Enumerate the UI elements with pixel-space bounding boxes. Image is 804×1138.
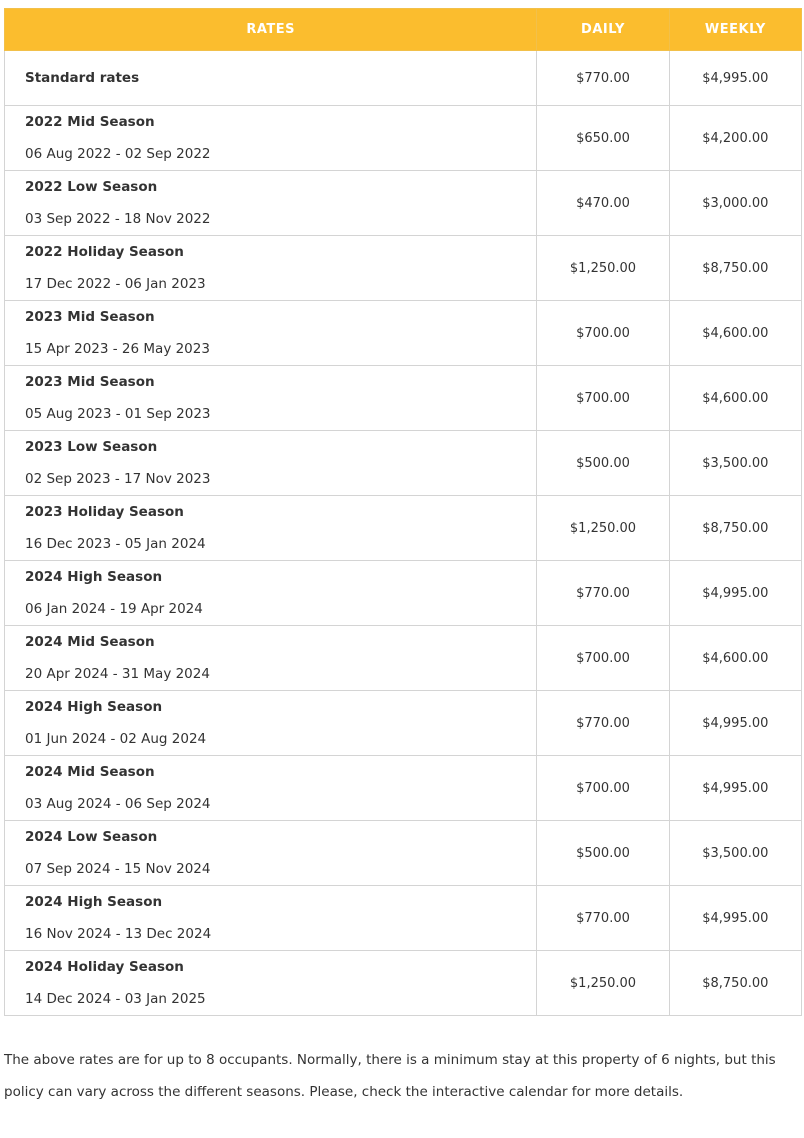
season-weekly-price: $8,750.00	[669, 496, 801, 561]
season-dates: 01 Jun 2024 - 02 Aug 2024	[25, 731, 207, 747]
season-daily-price: $500.00	[537, 431, 669, 496]
season-name-cell	[5, 236, 537, 301]
season-title: 2024 High Season	[25, 569, 163, 585]
season-dates: 14 Dec 2024 - 03 Jan 2025	[25, 991, 206, 1007]
table-row	[5, 236, 802, 301]
season-weekly-price: $8,750.00	[669, 236, 801, 301]
season-weekly-price: $4,200.00	[669, 106, 801, 171]
table-row	[5, 496, 802, 561]
season-dates: 06 Aug 2022 - 02 Sep 2022	[25, 146, 211, 162]
season-weekly-price: $4,600.00	[669, 301, 801, 366]
season-dates: 05 Aug 2023 - 01 Sep 2023	[25, 406, 211, 422]
season-dates: 02 Sep 2023 - 17 Nov 2023	[25, 471, 211, 487]
standard-weekly-price: $4,995.00	[669, 51, 801, 106]
header-row	[5, 9, 802, 51]
season-title: 2022 Mid Season	[25, 114, 155, 130]
season-title: 2024 Low Season	[25, 829, 158, 845]
season-name-cell	[5, 106, 537, 171]
table-row	[5, 886, 802, 951]
season-weekly-price: $4,600.00	[669, 366, 801, 431]
season-daily-price: $700.00	[537, 366, 669, 431]
table-row	[5, 821, 802, 886]
season-dates: 17 Dec 2022 - 06 Jan 2023	[25, 276, 206, 292]
season-name-cell	[5, 886, 537, 951]
season-title: 2023 Holiday Season	[25, 504, 184, 520]
season-weekly-price: $4,600.00	[669, 626, 801, 691]
season-daily-price: $700.00	[537, 301, 669, 366]
season-title: 2024 High Season	[25, 699, 163, 715]
season-name-cell	[5, 951, 537, 1016]
rates-note: The above rates are for up to 8 occupants. Normally, there is a minimum stay at this property of 6 nights, but this policy can vary across the different seasons. Please, check the interactive calendar for more details.	[4, 1052, 776, 1100]
season-daily-price: $1,250.00	[537, 496, 669, 561]
season-dates: 16 Nov 2024 - 13 Dec 2024	[25, 926, 212, 942]
season-daily-price: $470.00	[537, 171, 669, 236]
season-title: 2024 Mid Season	[25, 764, 155, 780]
season-name-cell	[5, 561, 537, 626]
season-title: 2024 Holiday Season	[25, 959, 184, 975]
table-row	[5, 106, 802, 171]
season-weekly-price: $3,000.00	[669, 171, 801, 236]
season-name-cell	[5, 691, 537, 756]
table-row	[5, 626, 802, 691]
season-title: 2024 Mid Season	[25, 634, 155, 650]
season-daily-price: $500.00	[537, 821, 669, 886]
table-row	[5, 301, 802, 366]
season-title: 2023 Mid Season	[25, 374, 155, 390]
season-name-cell	[5, 431, 537, 496]
season-weekly-price: $4,995.00	[669, 756, 801, 821]
season-weekly-price: $4,995.00	[669, 691, 801, 756]
season-weekly-price: $4,995.00	[669, 561, 801, 626]
season-weekly-price: $3,500.00	[669, 431, 801, 496]
season-daily-price: $1,250.00	[537, 951, 669, 1016]
table-row	[5, 951, 802, 1016]
season-dates: 16 Dec 2023 - 05 Jan 2024	[25, 536, 206, 552]
season-daily-price: $650.00	[537, 106, 669, 171]
season-dates: 03 Sep 2022 - 18 Nov 2022	[25, 211, 211, 227]
season-daily-price: $700.00	[537, 626, 669, 691]
season-weekly-price: $8,750.00	[669, 951, 801, 1016]
table-row	[5, 561, 802, 626]
season-dates: 20 Apr 2024 - 31 May 2024	[25, 666, 210, 682]
header-daily: DAILY	[537, 9, 669, 51]
season-dates: 03 Aug 2024 - 06 Sep 2024	[25, 796, 211, 812]
season-title: 2023 Low Season	[25, 439, 158, 455]
season-daily-price: $770.00	[537, 561, 669, 626]
season-weekly-price: $3,500.00	[669, 821, 801, 886]
standard-rate-label: Standard rates	[25, 70, 140, 86]
season-name-cell	[5, 626, 537, 691]
season-title: 2022 Holiday Season	[25, 244, 184, 260]
season-daily-price: $1,250.00	[537, 236, 669, 301]
table-row	[5, 756, 802, 821]
season-name-cell	[5, 366, 537, 431]
standard-daily-price: $770.00	[537, 51, 669, 106]
table-row	[5, 431, 802, 496]
rates-table-header	[5, 9, 802, 51]
season-title: 2024 High Season	[25, 894, 163, 910]
season-name-cell	[5, 821, 537, 886]
table-row-standard	[5, 51, 802, 106]
season-daily-price: $700.00	[537, 756, 669, 821]
table-row	[5, 171, 802, 236]
season-name-cell	[5, 756, 537, 821]
season-dates: 15 Apr 2023 - 26 May 2023	[25, 341, 210, 357]
header-rates: RATES	[5, 9, 537, 51]
season-name-cell	[5, 496, 537, 561]
table-row	[5, 366, 802, 431]
rates-table	[4, 8, 802, 1016]
table-row	[5, 691, 802, 756]
season-dates: 06 Jan 2024 - 19 Apr 2024	[25, 601, 203, 617]
season-daily-price: $770.00	[537, 691, 669, 756]
season-name-cell	[5, 301, 537, 366]
season-name-cell	[5, 171, 537, 236]
rates-table-body	[5, 51, 802, 1016]
season-dates: 07 Sep 2024 - 15 Nov 2024	[25, 861, 211, 877]
header-weekly: WEEKLY	[669, 9, 801, 51]
season-title: 2022 Low Season	[25, 179, 158, 195]
season-weekly-price: $4,995.00	[669, 886, 801, 951]
season-title: 2023 Mid Season	[25, 309, 155, 325]
season-daily-price: $770.00	[537, 886, 669, 951]
standard-rate-name-cell	[5, 51, 537, 106]
